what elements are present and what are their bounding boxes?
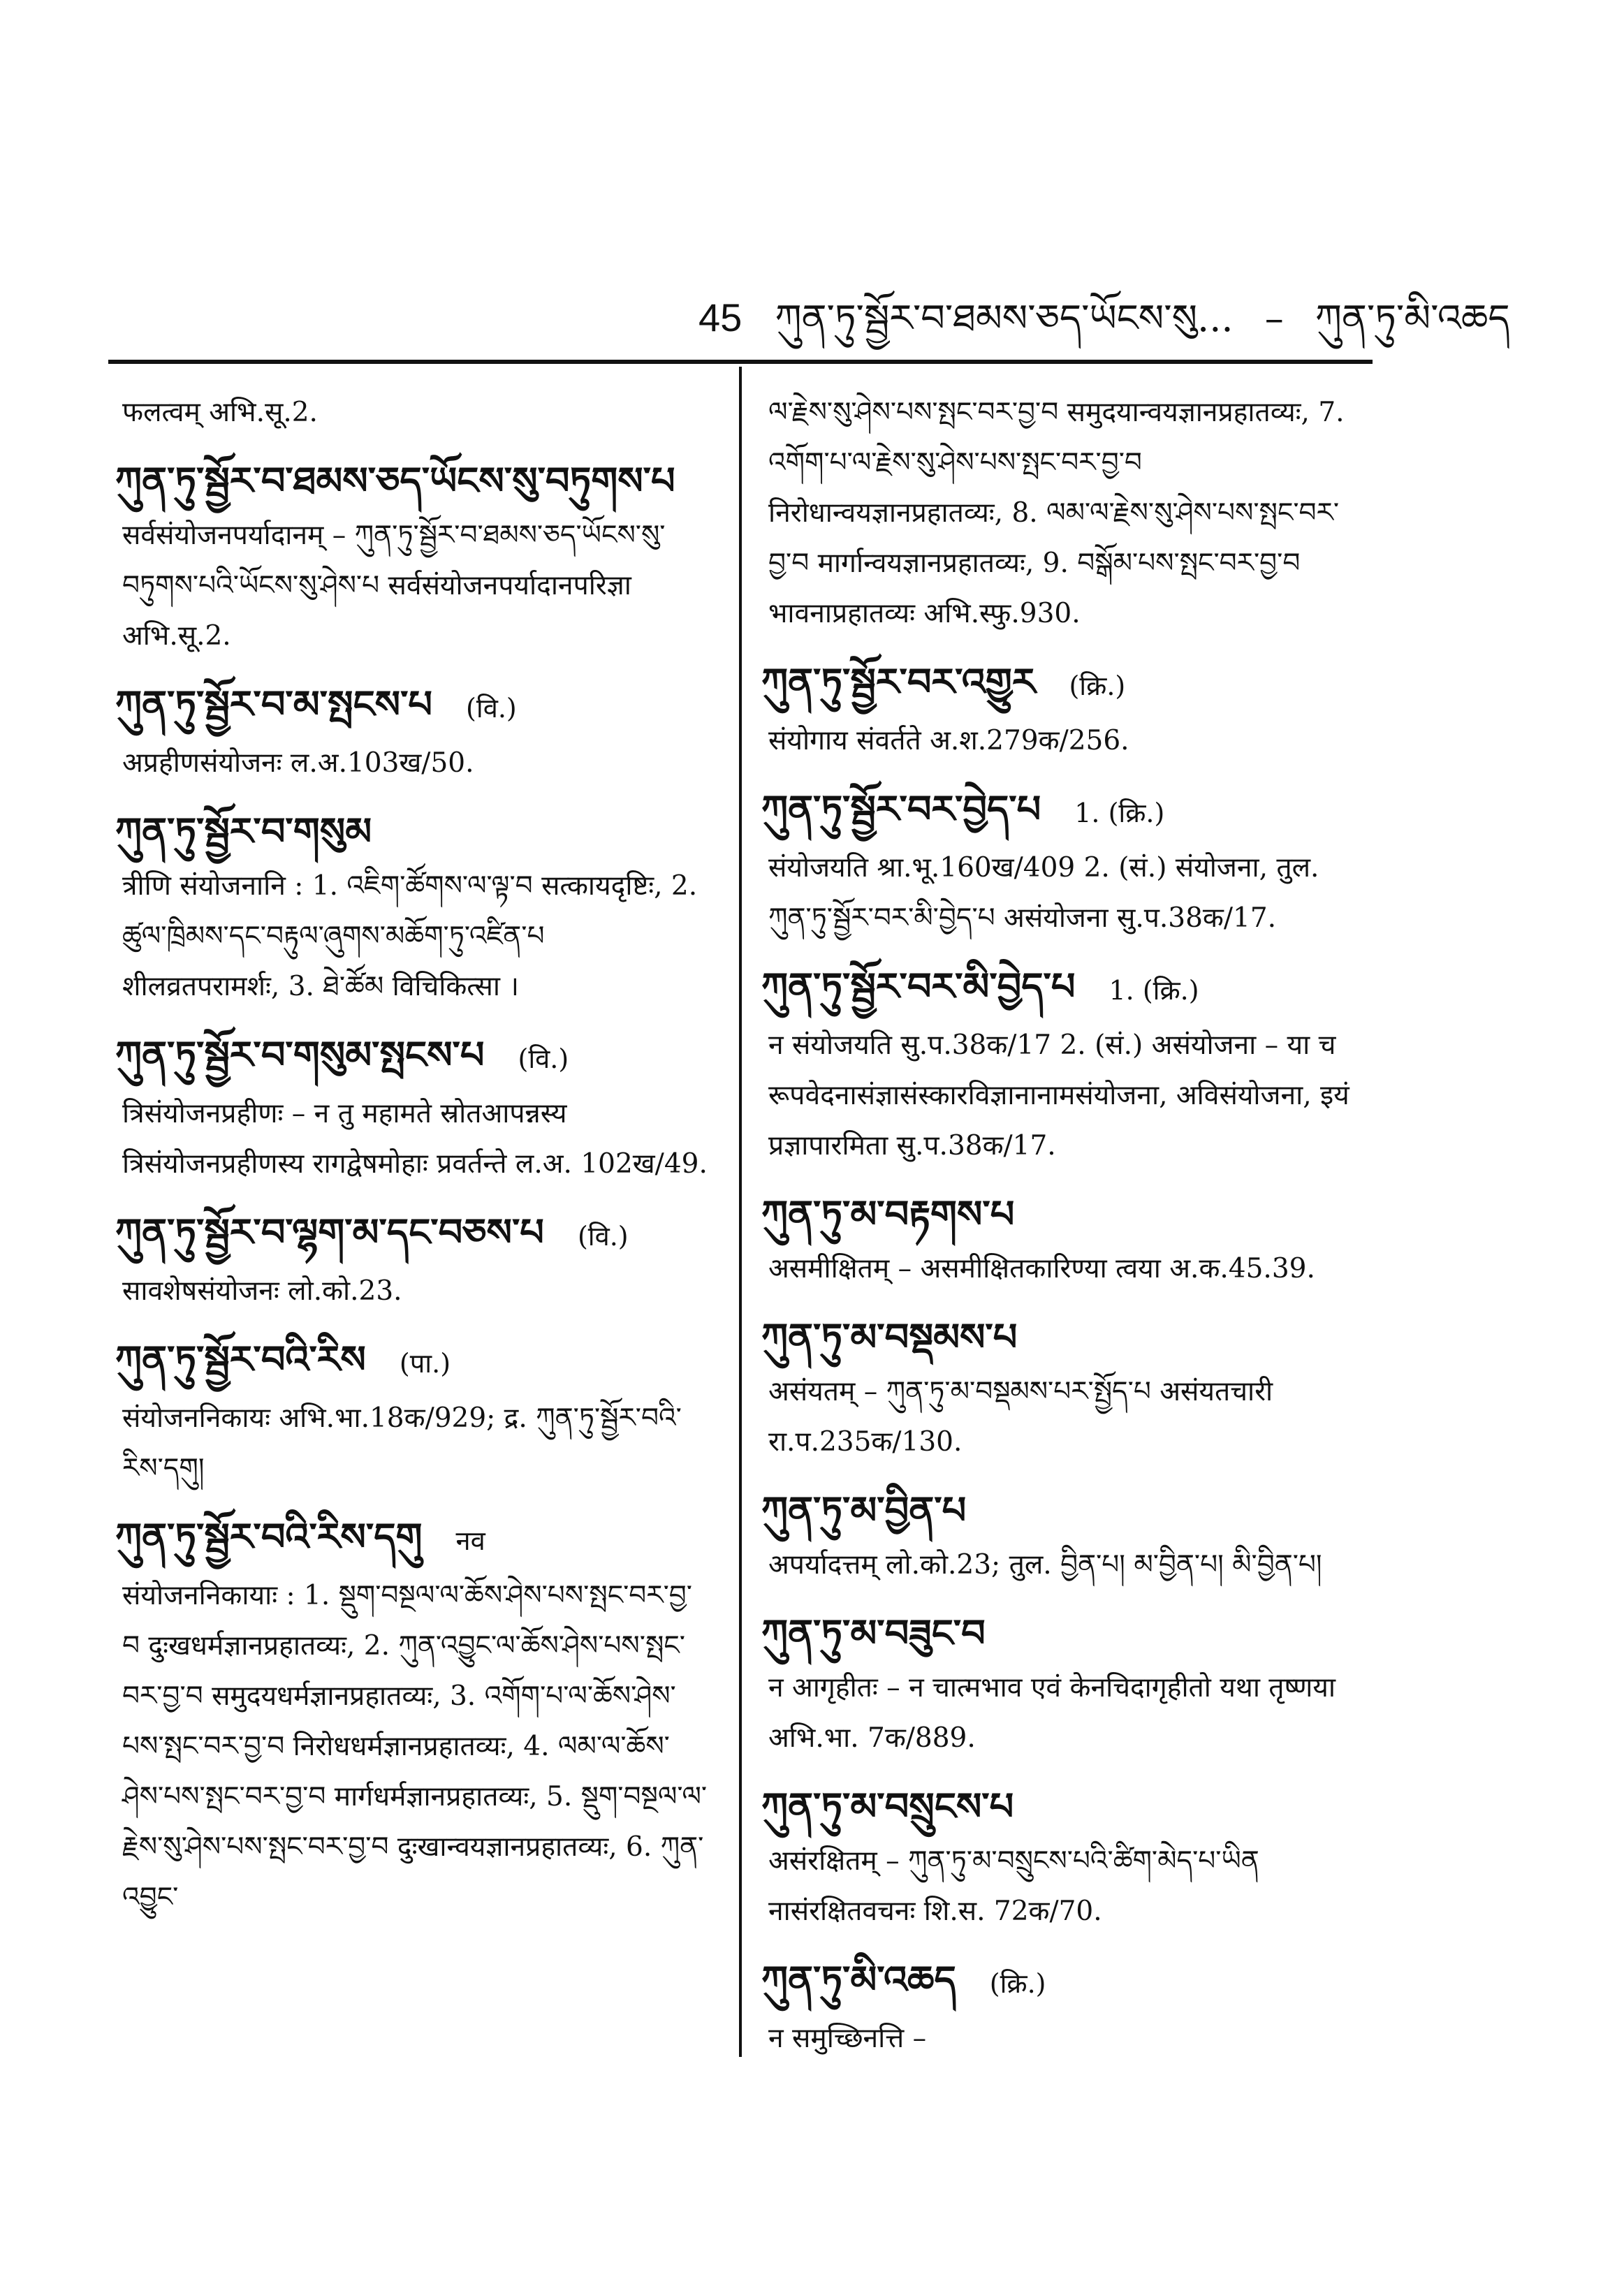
entry-text: सर्वसंयोजनपर्यादानम् – ཀུན་ཏུ་སྦྱོར་བ་ཐམས་ཅད་ཡོངས་སུ་བཏུགས་པའི་ཡོངས་སུ་ཤེས་པ सर्वसंयोजनपर्यादानपरिज्ञा अभि.सू.2. <box>122 520 666 652</box>
column-divider <box>739 367 742 2057</box>
entry-text: त्रीणि संयोजनानि : 1. འཇིག་ཚོགས་ལ་ལྟ་བ सत्कायदृष्टिः, 2. ཚུལ་ཁྲིམས་དང་བརྟུལ་ཞུགས་མཆོག་ཏུ་འཛིན་པ शीलव्रतपरामर्शः, 3. ཐེ་ཚོམ विचिकित्सा । <box>122 870 698 1002</box>
dictionary-entry <box>115 450 709 661</box>
entry-headword <box>761 1184 1362 1244</box>
headword-text: ཀུན་ཏུ་སྦྱོར་བར་མི་བྱེད་པ <box>761 964 1076 1009</box>
headword-text: ཀུན་ཏུ་མ་བསྲུངས་པ <box>761 1784 1014 1829</box>
dictionary-entry <box>115 1329 709 1494</box>
dictionary-entry <box>761 779 1362 944</box>
page-number: 45 <box>698 295 742 339</box>
entry-headword <box>761 1776 1362 1836</box>
page-header <box>698 276 1530 382</box>
right-column <box>761 388 1362 2076</box>
entry-text: असमीक्षितम् – असमीक्षितकारिण्या त्वया अ.क.45.39. <box>768 1253 1315 1284</box>
dictionary-entry <box>761 1184 1362 1294</box>
grammar-tag: 1. (क्रि.) <box>1109 975 1199 1006</box>
entry-headword <box>115 1329 709 1393</box>
dictionary-entry <box>761 652 1362 766</box>
entry-text: न आगृहीतः – न चात्मभाव एवं केनचिदागृहीतो यथा तृष्णया अभि.भा. 7क/889. <box>768 1672 1336 1754</box>
entry-text: संयोगाय संवर्तते अ.श.279क/256. <box>768 725 1129 756</box>
header-rule <box>108 360 1373 364</box>
headword-text: ཀུན་ཏུ་སྦྱོར་བ་གསུམ <box>115 809 372 854</box>
entry-text: संयोजननिकायः अभि.भा.18क/929; द्र. ཀུན་ཏུ་སྦྱོར་བའི་རིས་དགུ། <box>122 1402 682 1484</box>
headword-text: ཀུན་ཏུ་སྦྱོར་བ་གསུམ་སྤངས་པ <box>115 1032 485 1077</box>
entry-text: फलत्वम् अभि.सू.2. <box>122 397 318 428</box>
headword-text: ཀུན་ཏུ་མ་བཟུང་བ <box>761 1611 986 1655</box>
grammar-tag: (वि.) <box>466 693 517 724</box>
entry-text: अप्रहीणसंयोजनः ल.अ.103ख/50. <box>122 747 474 779</box>
dictionary-entry <box>115 801 709 1012</box>
headword-text: ཀུན་ཏུ་སྦྱོར་བར་བྱེད་པ <box>761 786 1041 831</box>
entry-text: असंयतम् – ཀུན་ཏུ་མ་བསྡམས་པར་སྤྱོད་པ असंयतचारी रा.प.235क/130. <box>768 1376 1273 1458</box>
running-title-separator: – <box>1264 296 1284 340</box>
entry-headword <box>115 1507 709 1571</box>
entry-text: अपर्यादत्तम् लो.को.23; तुल. བྱིན་པ། མ་བྱིན་པ། མི་བྱིན་པ། <box>768 1549 1322 1581</box>
dictionary-entry <box>115 1202 709 1317</box>
grammar-tag: 1. (क्रि.) <box>1074 798 1165 828</box>
grammar-tag: (वि.) <box>518 1043 569 1074</box>
entry-headword <box>115 674 709 738</box>
headword-text: ཀུན་ཏུ་སྦྱོར་བའི་རིས་དགུ <box>115 1514 423 1559</box>
entry-headword <box>115 801 709 861</box>
headword-text: ཀུན་ཏུ་སྦྱོར་བ་མ་སྤངས་པ <box>115 682 433 726</box>
headword-text: ཀུན་ཏུ་སྦྱོར་བར་འགྱུར <box>761 659 1036 704</box>
dictionary-entry <box>115 388 709 438</box>
dictionary-entry <box>761 1480 1362 1590</box>
entry-text: ལ་རྗེས་སུ་ཤེས་པས་སྤང་བར་བྱ་བ समुदयान्वयज्ञानप्रहातव्यः, 7. འགོག་པ་ལ་རྗེས་སུ་ཤེས་པས་སྤང་བར་བྱ་བ निरोधान्वयज्ञानप्रहातव्यः, 8. ལམ་ལ་རྗེས་སུ་ཤེས་པས་སྤང་བར་བྱ་བ मार्गान्वयज्ञानप्रहातव्यः, 9. བསྒོམ་པས་སྤང་བར་བྱ་བ भावनाप्रहातव्यः अभि.स्फु.930. <box>768 397 1345 629</box>
dictionary-entry <box>761 1776 1362 1937</box>
entry-text: त्रिसंयोजनप्रहीणः – न तु महामते स्रोतआपन्नस्य त्रिसंयोजनप्रहीणस्य रागद्वेषमोहाः प्रवर्तन्ते ल.अ. 102ख/49. <box>122 1098 708 1180</box>
grammar-tag: नव <box>455 1525 485 1556</box>
headword-text: ཀུན་ཏུ་མི་འཆད <box>761 1957 956 2002</box>
dictionary-entry <box>115 1025 709 1189</box>
grammar-tag: (क्रि.) <box>1069 671 1126 701</box>
running-title-left: ཀུན་ཏུ་སྦྱོར་བ་ཐམས་ཅད་ཡོངས་སུ... <box>775 296 1234 340</box>
entry-headword <box>115 1025 709 1089</box>
headword-text: ཀུན་ཏུ་མ་བསྡམས་པ <box>761 1314 1018 1359</box>
dictionary-entry <box>115 674 709 789</box>
running-title-right: ཀུན་ཏུ་མི་འཆད <box>1315 296 1510 340</box>
entry-headword <box>761 1480 1362 1540</box>
entry-headword <box>761 1307 1362 1367</box>
grammar-tag: (पा.) <box>399 1348 451 1379</box>
entry-headword <box>115 450 709 511</box>
headword-text: ཀུན་ཏུ་མ་བརྟགས་པ <box>761 1192 1015 1236</box>
headword-text: ཀུན་ཏུ་སྦྱོར་བ་ལྷག་མ་དང་བཅས་པ <box>115 1210 544 1254</box>
entry-headword <box>761 1949 1362 2014</box>
dictionary-entry <box>761 956 1362 1171</box>
grammar-tag: (क्रि.) <box>989 1968 1046 1999</box>
dictionary-entry <box>761 1603 1362 1764</box>
entry-text: असंरक्षितम् – ཀུན་ཏུ་མ་བསྲུངས་པའི་ཚིག་མེད་པ་ཡིན नासंरक्षितवचनः शि.स. 72क/70. <box>768 1845 1259 1927</box>
left-column <box>115 388 709 1935</box>
headword-text: ཀུན་ཏུ་སྦྱོར་བའི་རིས <box>115 1337 366 1382</box>
entry-headword <box>761 956 1362 1020</box>
dictionary-entry <box>761 388 1362 639</box>
entry-headword <box>761 1603 1362 1663</box>
entry-text: न समुच्छिनत्ति – <box>768 2023 927 2054</box>
dictionary-entry <box>761 1949 1362 2064</box>
entry-headword <box>761 779 1362 843</box>
entry-text: संयोजयति श्रा.भू.160ख/409 2. (सं.) संयोजना, तुल. ཀུན་ཏུ་སྦྱོར་བར་མི་བྱེད་པ असंयोजना सु.प.38क/17. <box>768 852 1319 934</box>
headword-text: ཀུན་ཏུ་མ་བྱིན་པ <box>761 1488 967 1532</box>
entry-headword <box>115 1202 709 1266</box>
entry-text: सावशेषसंयोजनः लो.को.23. <box>122 1275 402 1307</box>
entry-text: न संयोजयति सु.प.38क/17 2. (सं.) असंयोजना – या च रूपवेदनासंज्ञासंस्कारविज्ञानानामसंयोजना, अविसंयोजना, इयं प्रज्ञापारमिता सु.प.38क/17. <box>768 1030 1349 1162</box>
dictionary-entry <box>115 1507 709 1923</box>
dictionary-entry <box>761 1307 1362 1467</box>
entry-headword <box>761 652 1362 716</box>
headword-text: ཀུན་ཏུ་སྦྱོར་བ་ཐམས་ཅད་ཡོངས་སུ་བཏུགས་པ <box>115 458 675 503</box>
grammar-tag: (वि.) <box>577 1221 629 1252</box>
entry-text: संयोजननिकायाः : 1. སྡུག་བསྔལ་ལ་ཆོས་ཤེས་པས་སྤང་བར་བྱ་བ दुःखधर्मज्ञानप्रहातव्यः, 2. ཀུན་འབྱུང་ལ་ཆོས་ཤེས་པས་སྤང་བར་བྱ་བ समुदयधर्मज्ञानप्रहातव्यः, 3. འགོག་པ་ལ་ཆོས་ཤེས་པས་སྤང་བར་བྱ་བ निरोधधर्मज्ञानप्रहातव्यः, 4. ལམ་ལ་ཆོས་ཤེས་པས་སྤང་བར་བྱ་བ मार्गधर्मज्ञानप्रहातव्यः, 5. སྡུག་བསྔལ་ལ་རྗེས་སུ་ཤེས་པས་སྤང་བར་བྱ་བ दुःखान्वयज्ञानप्रहातव्यः, 6. ཀུན་འབྱུང་ <box>122 1580 708 1913</box>
